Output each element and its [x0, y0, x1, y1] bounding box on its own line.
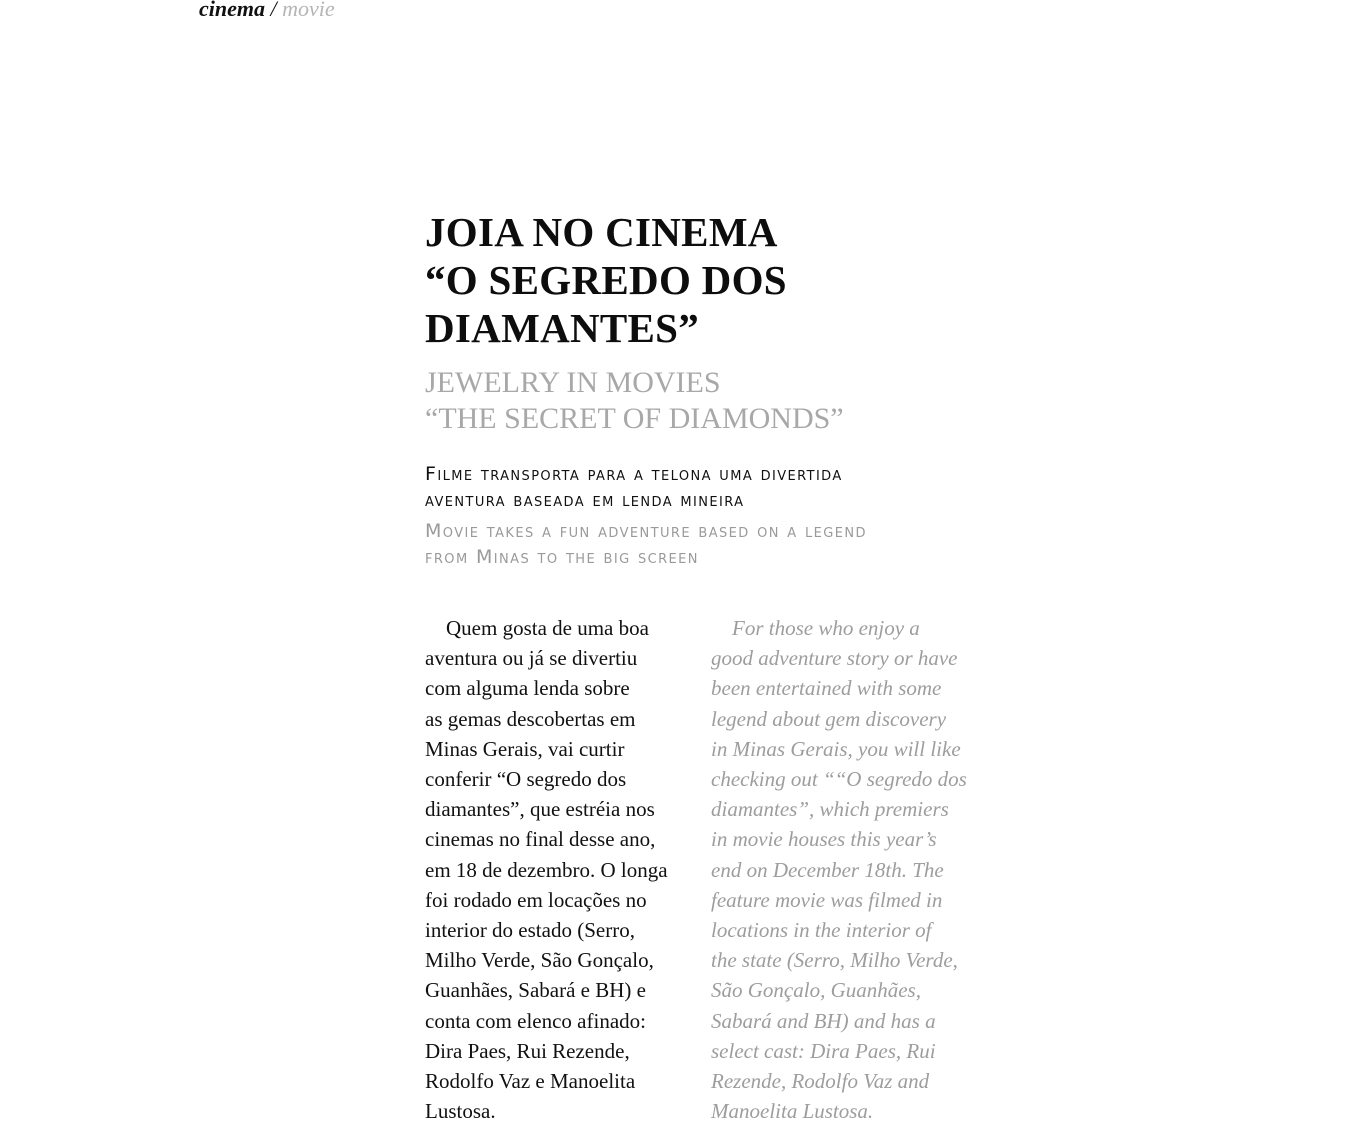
- body-en-line: Sabará and BH) and has a: [711, 1008, 936, 1033]
- body-pt-line: foi rodado em locações no: [425, 887, 647, 912]
- body-en-line: select cast: Dira Paes, Rui: [711, 1038, 936, 1063]
- body-pt-line: Rodolfo Vaz e Manoelita: [425, 1069, 636, 1094]
- body-pt-line: cinemas no final desse ano,: [425, 827, 656, 852]
- body-pt-line: Milho Verde, São Gonçalo,: [425, 948, 654, 973]
- title-pt-line: “O SEGREDO DOS: [425, 257, 787, 303]
- subtitle-en-line: from Minas to the big screen: [425, 546, 699, 568]
- body-en-line: feature movie was filmed in: [711, 887, 943, 912]
- body-pt-line: as gemas descobertas em: [425, 706, 636, 731]
- body-en-line: end on December 18th. The: [711, 857, 944, 882]
- body-pt-line: interior do estado (Serro,: [425, 918, 635, 943]
- title-en-line: “THE SECRET OF DIAMONDS”: [425, 402, 844, 435]
- title-portuguese: [425, 208, 985, 352]
- subtitle-pt-line: Filme transporta para a telona uma divertida: [425, 463, 843, 485]
- body-en-line: diamantes”, which premiers: [711, 797, 949, 822]
- body-en-line: in Minas Gerais, you will like: [711, 736, 961, 761]
- subtitle-en-line: Movie takes a fun adventure based on a legend: [425, 520, 867, 542]
- body-en-line: For those who enjoy a: [732, 616, 920, 640]
- title-pt-line: DIAMANTES”: [425, 305, 700, 351]
- body-en-line: been entertained with some: [711, 676, 942, 701]
- body-en-line: good adventure story or have: [711, 646, 958, 671]
- subtitle-english: [425, 518, 985, 570]
- body-en-line: legend about gem discovery: [711, 706, 947, 731]
- title-pt-line: JOIA NO CINEMA: [425, 209, 778, 255]
- subtitle-portuguese: [425, 461, 985, 513]
- body-en-line: locations in the interior of: [711, 918, 932, 943]
- body-pt-line: Guanhães, Sabará e BH) e: [425, 978, 646, 1003]
- body-en-line: Manoelita Lustosa.: [711, 1099, 874, 1124]
- body-en-line: the state (Serro, Milho Verde,: [711, 948, 958, 973]
- body-pt-line: com alguma lenda sobre: [425, 676, 630, 701]
- body-pt-line: em 18 de dezembro. O longa: [425, 857, 668, 882]
- title-en-line: JEWELRY IN MOVIES: [425, 366, 721, 399]
- body-column-english: [711, 613, 991, 1126]
- body-pt-line: aventura ou já se divertiu: [425, 646, 638, 671]
- body-pt-line: Minas Gerais, vai curtir: [425, 736, 625, 761]
- body-en-line: Rezende, Rodolfo Vaz and: [711, 1069, 930, 1094]
- body-pt-line: conta com elenco afinado:: [425, 1008, 646, 1033]
- section-label-en: movie: [282, 0, 335, 21]
- title-english: [425, 365, 985, 437]
- section-label-pt: cinema: [199, 0, 265, 21]
- subtitle-pt-line: aventura baseada em lenda mineira: [425, 489, 745, 511]
- body-pt-line: Quem gosta de uma boa: [446, 616, 649, 640]
- section-separator: /: [270, 0, 277, 21]
- body-en-line: São Gonçalo, Guanhães,: [711, 978, 921, 1003]
- body-column-portuguese: [425, 613, 695, 1126]
- body-pt-line: Lustosa.: [425, 1099, 496, 1124]
- body-pt-line: conferir “O segredo dos: [425, 767, 627, 792]
- body-en-line: checking out ““O segredo dos: [711, 767, 967, 792]
- body-pt-line: Dira Paes, Rui Rezende,: [425, 1038, 630, 1063]
- article-header: [425, 208, 985, 570]
- section-label: [199, 0, 335, 22]
- body-en-line: in movie houses this year’s: [711, 827, 937, 852]
- body-pt-line: diamantes”, que estréia nos: [425, 797, 655, 822]
